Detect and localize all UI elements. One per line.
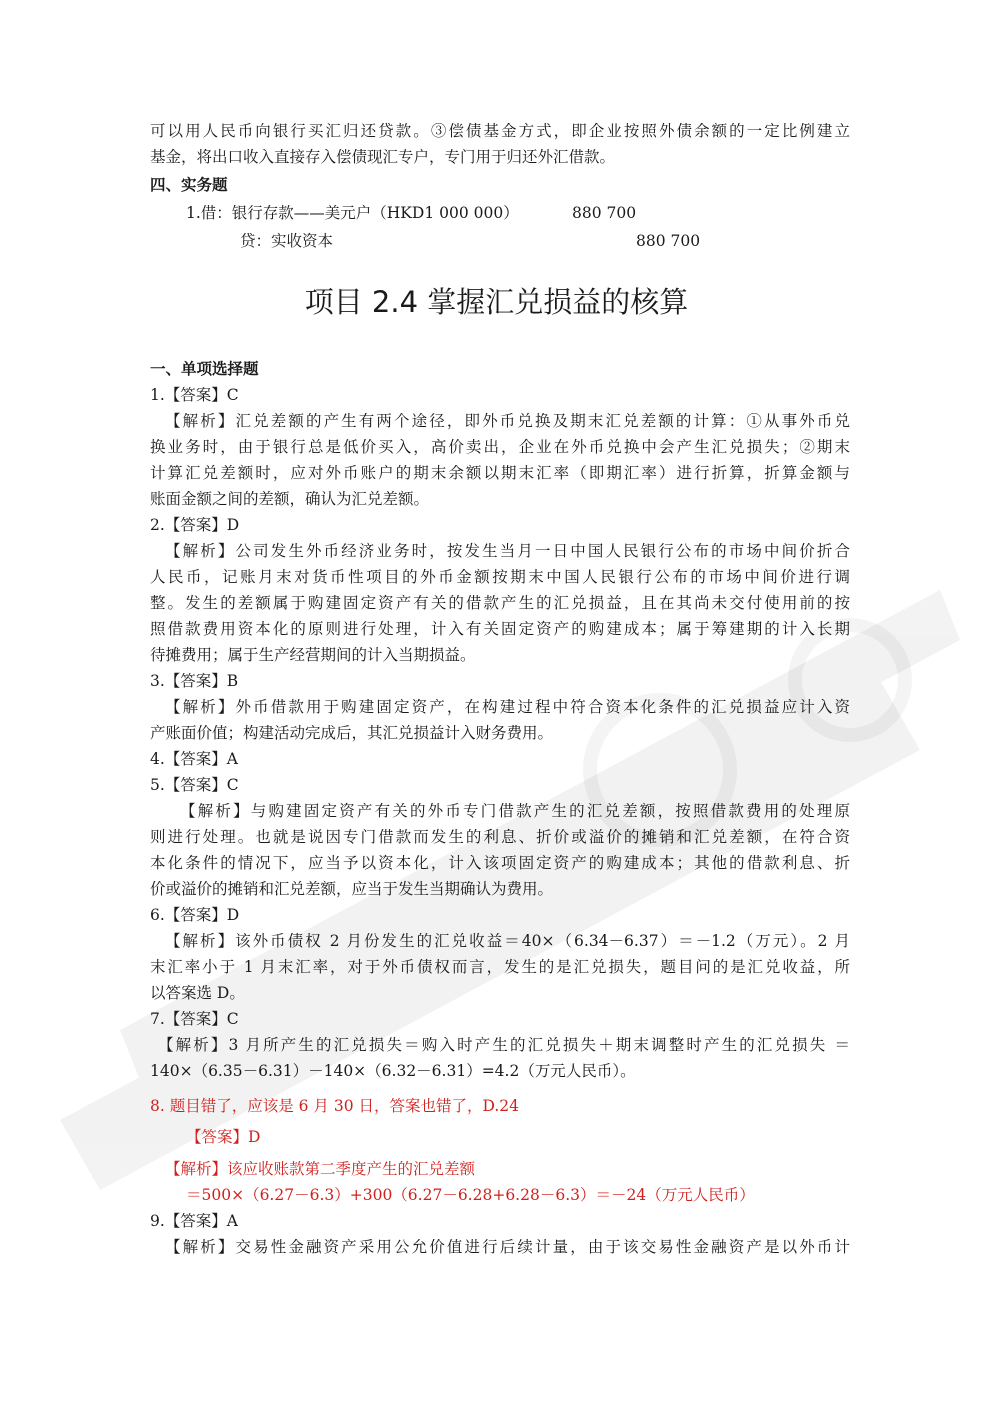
- q7-answer: 7.【答案】C: [150, 1010, 239, 1028]
- q3-analysis-line: 【解析】外币借款用于购建固定资产，在构建过程中符合资本化条件的汇兑损益应计入资: [165, 698, 850, 716]
- q7-analysis-line: 【解析】3 月所产生的汇兑损失＝购入时产生的汇兑损失＋期末调整时产生的汇兑损失 ＝: [158, 1036, 850, 1054]
- section-heading-single-choice: 一、单项选择题: [150, 360, 259, 378]
- q6-analysis-line: 末汇率小于 1 月末汇率，对于外币债权而言，发生的是汇兑损失，题目问的是汇兑收益，所: [150, 958, 850, 976]
- q2-answer: 2.【答案】D: [150, 516, 240, 534]
- q8-answer: 【答案】D: [186, 1128, 261, 1146]
- q1-analysis-line: 【解析】汇兑差额的产生有两个途径，即外币兑换及期末汇兑差额的计算：①从事外币兑: [165, 412, 850, 430]
- q5-analysis-line: 【解析】与购建固定资产有关的外币专门借款产生的汇兑差额，按照借款费用的处理原: [180, 802, 850, 820]
- q2-analysis-line: 人民币，记账月末对货币性项目的外币金额按期末中国人民银行公布的市场中间价进行调: [150, 568, 850, 586]
- q3-answer: 3.【答案】B: [150, 672, 239, 690]
- q3-analysis-line: 产账面价值；构建活动完成后，其汇兑损益计入财务费用。: [150, 724, 554, 742]
- q2-analysis-line: 照借款费用资本化的原则进行处理，计入有关固定资产的购建成本；属于筹建期的计入长期: [150, 620, 850, 638]
- q6-answer: 6.【答案】D: [150, 906, 240, 924]
- journal-debit-amount: 880 700: [572, 204, 637, 222]
- intro-line-1: 可以用人民币向银行买汇归还贷款。③偿债基金方式，即企业按照外债余额的一定比例建立: [150, 122, 850, 140]
- q4-answer: 4.【答案】A: [150, 750, 238, 768]
- q2-analysis-line: 整。发生的差额属于购建固定资产有关的借款产生的汇兑损益，且在其尚未交付使用前的按: [150, 594, 850, 612]
- q1-answer: 1.【答案】C: [150, 386, 239, 404]
- q8-analysis-label: 【解析】该应收账款第二季度产生的汇兑差额: [165, 1160, 476, 1178]
- q5-analysis-line: 则进行处理。也就是说因专门借款而发生的利息、折价或溢价的摊销和汇兑差额，在符合资: [150, 828, 850, 846]
- q5-analysis-line: 价或溢价的摊销和汇兑差额，应当于发生当期确认为费用。: [150, 880, 554, 898]
- q8-correction-note: 8. 题目错了，应该是 6 月 30 日，答案也错了，D.24: [150, 1097, 520, 1115]
- q2-analysis-line: 【解析】公司发生外币经济业务时，按发生当月一日中国人民银行公布的市场中间价折合: [165, 542, 850, 560]
- q8-analysis-formula: ＝500×（6.27－6.3）+300（6.27－6.28+6.28－6.3）＝－24（万元人民币）: [186, 1186, 755, 1204]
- q1-analysis-line: 计算汇兑差额时，应对外币账户的期末余额以期末汇率（即期汇率）进行折算，折算金额与: [150, 464, 850, 482]
- q1-analysis-line: 账面金额之间的差额，确认为汇兑差额。: [150, 490, 430, 508]
- q5-analysis-line: 本化条件的情况下，应当予以资本化，计入该项固定资产的购建成本；其他的借款利息、折: [150, 854, 850, 872]
- q1-analysis-line: 换业务时，由于银行总是低价买入，高价卖出，企业在外币兑换中会产生汇兑损失；②期末: [150, 438, 850, 456]
- practice-heading: 四、实务题: [150, 176, 228, 194]
- journal-credit-amount: 880 700: [636, 232, 701, 250]
- q7-analysis-line: 140×（6.35－6.31）－140×（6.32－6.31）=4.2（万元人民币）。: [150, 1062, 636, 1080]
- q6-analysis-line: 【解析】该外币债权 2 月份发生的汇兑收益＝40×（6.34－6.37）＝－1.2（万元）。2 月: [165, 932, 850, 950]
- q2-analysis-line: 待摊费用；属于生产经营期间的计入当期损益。: [150, 646, 476, 664]
- page-title: 项目 2.4 掌握汇兑损益的核算: [304, 285, 689, 319]
- journal-debit-label: 1.借：银行存款——美元户（HKD1 000 000）: [186, 204, 519, 222]
- q9-answer: 9.【答案】A: [150, 1212, 238, 1230]
- q6-analysis-line: 以答案选 D。: [150, 984, 245, 1002]
- q9-analysis-line: 【解析】交易性金融资产采用公允价值进行后续计量，由于该交易性金融资产是以外币计: [165, 1238, 850, 1256]
- journal-credit-label: 贷：实收资本: [240, 232, 334, 250]
- intro-line-2: 基金，将出口收入直接存入偿债现汇专户，专门用于归还外汇借款。: [150, 148, 616, 166]
- q5-answer: 5.【答案】C: [150, 776, 239, 794]
